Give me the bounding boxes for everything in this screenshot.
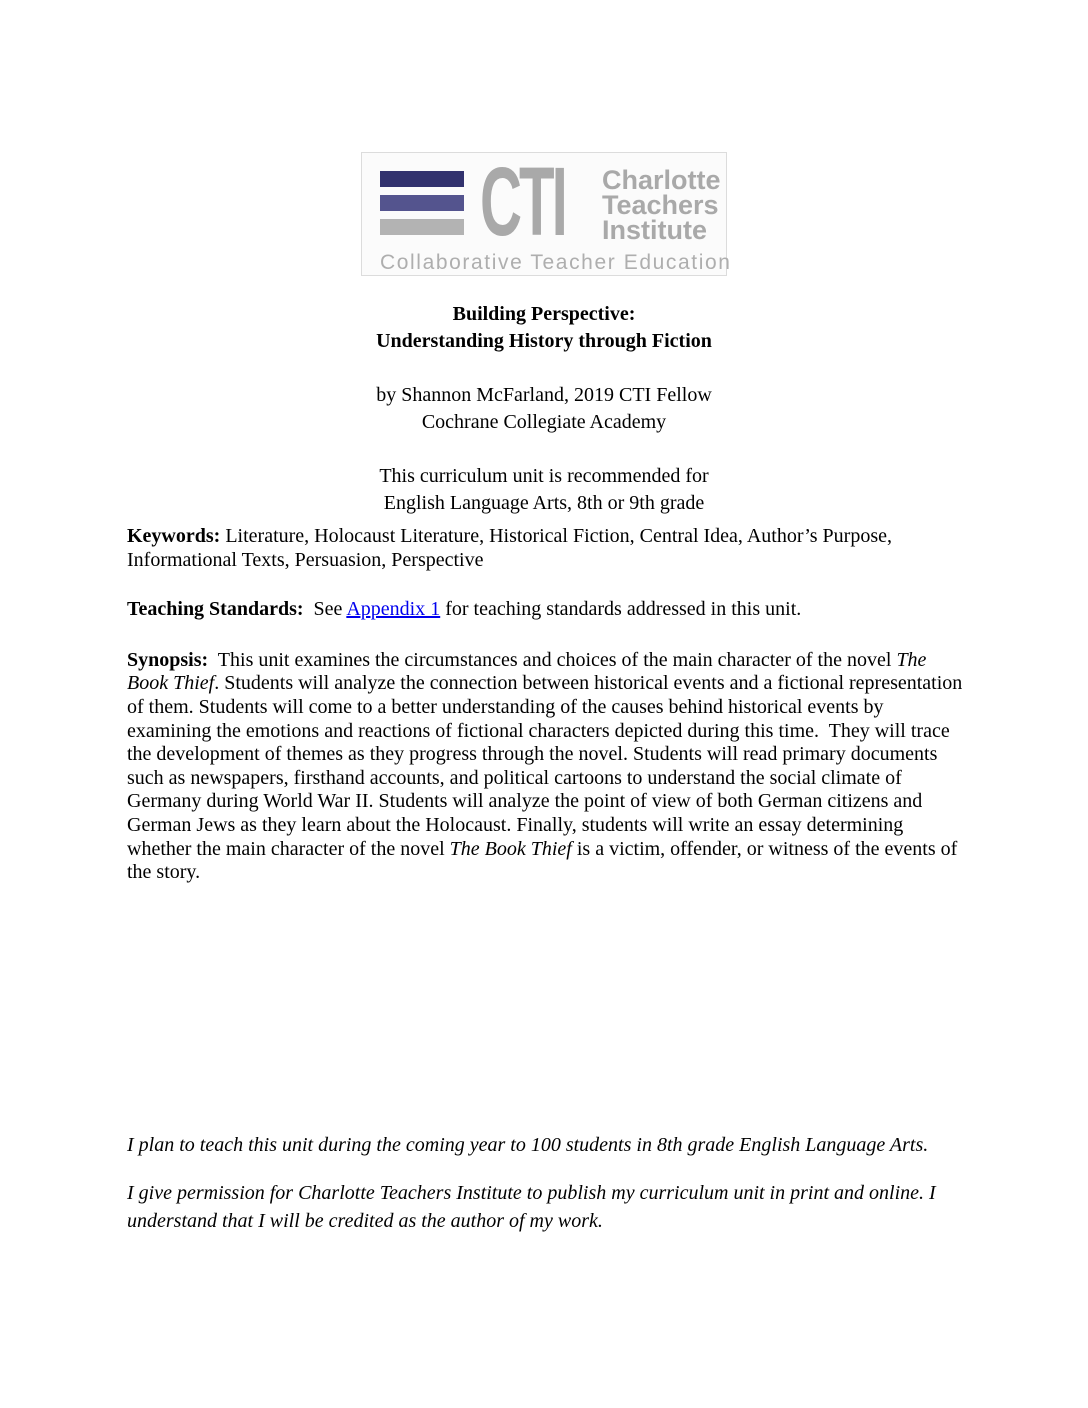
logo-bars — [380, 171, 464, 235]
author-block — [0, 382, 1088, 436]
synopsis-text: This unit examines the circumstances and choices of the main character of the novel — [208, 648, 897, 671]
book-title: The Book Thief — [449, 837, 572, 860]
logo-bar — [380, 195, 464, 211]
teaching-plan-note: I plan to teach this unit during the coming year to 100 students in 8th grade English Language Arts. — [127, 1134, 929, 1156]
heading-block — [0, 301, 1088, 544]
logo-row — [0, 147, 1088, 276]
author-line: by Shannon McFarland, 2019 CTI Fellow — [376, 384, 712, 406]
logo-tagline: Collaborative Teacher Education — [380, 251, 732, 274]
logo-org-line: Charlotte — [602, 165, 721, 195]
logo-bar — [380, 219, 464, 235]
synopsis-paragraph — [127, 648, 968, 885]
cti-logo — [361, 147, 732, 276]
logo-cti-wrap — [480, 147, 584, 256]
unit-title-line1: Building Perspective: — [452, 303, 636, 325]
keywords-label: Keywords: — [127, 525, 221, 547]
logo-org-name — [602, 165, 721, 245]
logo-org-line: Institute — [602, 215, 707, 245]
permission-note: I give permission for Charlotte Teachers Institute to publish my curriculum unit in print and online. I understand that I will be credited as the author of my work. — [127, 1182, 941, 1232]
teaching-standards-paragraph — [127, 598, 963, 622]
book-title: The Book Thief — [127, 648, 932, 695]
teaching-standards-pre: See — [303, 598, 347, 621]
synopsis-text: . Students will analyze the connection between historical events and a fictional representation of them. Students will come to a better understanding of the causes behind historical events by examining the emotions and reactions of fictional characters depicted during this time. They will trace the development of themes as they progress through the novel. Students will read primary documents such as newspapers, firsthand accounts, and political cartoons to understand the social climate of Germany during World War II. Students will analyze the point of view of both German citizens and German Jews as they learn about the Holocaust. Finally, students will write an essay determining whether the main character of the novel — [127, 672, 968, 860]
author-school: Cochrane Collegiate Academy — [421, 411, 667, 433]
recommendation-line2: English Language Arts, 8th or 9th grade — [383, 492, 705, 514]
logo-org-line: Teachers — [602, 190, 719, 220]
logo-top — [380, 147, 721, 256]
body-block — [127, 525, 968, 885]
keywords-paragraph — [127, 525, 963, 572]
unit-title-line2: Understanding History through Fiction — [376, 330, 712, 352]
synopsis-label: Synopsis: — [127, 648, 209, 671]
unit-title — [0, 301, 1088, 355]
recommendation-block — [0, 463, 1088, 517]
recommendation-line1: This curriculum unit is recommended for — [379, 465, 709, 487]
logo-cti-text: CTI — [480, 147, 565, 256]
synopsis-text: is a victim, offender, or witness of the events of the story. — [127, 837, 963, 884]
teaching-standards-label: Teaching Standards: — [127, 598, 304, 621]
logo-bar — [380, 171, 464, 187]
appendix-1-link[interactable]: Appendix 1 — [346, 598, 441, 621]
teaching-standards-post: for teaching standards addressed in this unit. — [440, 598, 802, 621]
keywords-text: Literature, Holocaust Literature, Historical Fiction, Central Idea, Author’s Purpose, Informational Texts, Persuasion, Perspective — [127, 525, 897, 571]
footer-notes — [127, 1131, 949, 1255]
